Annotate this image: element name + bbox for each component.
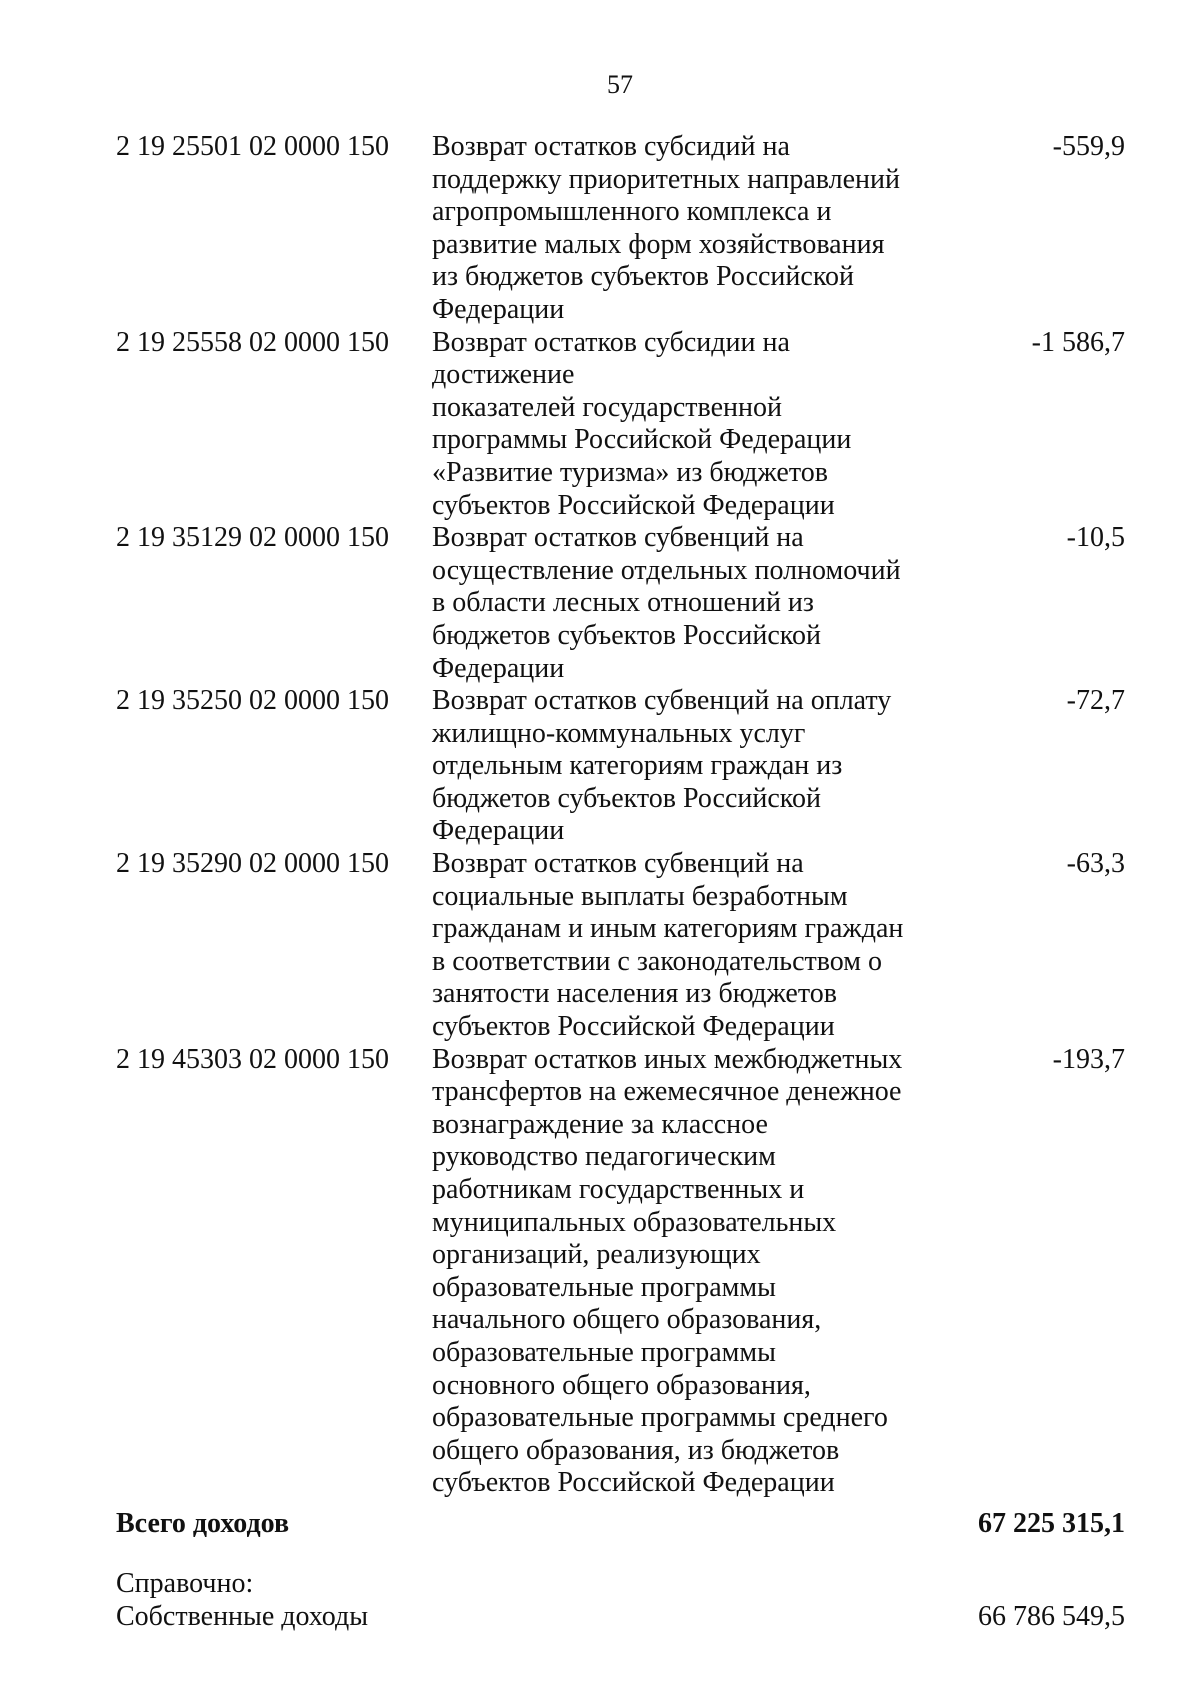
income-description [432,685,932,848]
description-line: отдельным категориям граждан из [432,750,843,782]
description-line: руководство педагогическим [432,1141,776,1173]
description-line: Возврат остатков субвенций на [432,522,804,554]
description-line: общего образования, из бюджетов [432,1434,840,1466]
income-code: 2 19 45303 02 0000 150 [116,1043,389,1075]
description-line: агропромышленного комплекса и [432,196,832,228]
table-row [0,685,1200,848]
description-line: жилищно-коммунальных услуг [432,717,806,749]
description-line: Возврат остатков субсидий на [432,131,790,162]
own-income-value: 66 786 549,5 [978,1601,1125,1632]
income-code: 2 19 35250 02 0000 150 [116,685,389,717]
description-line: трансфертов на ежемесячное денежное [432,1076,902,1108]
table-row [0,327,1200,523]
income-amount: -559,9 [1052,131,1125,162]
description-line: муниципальных образовательных [432,1206,837,1238]
description-line: работникам государственных и [432,1174,805,1205]
description-line: «Развитие туризма» из бюджетов [432,456,828,488]
description-line: субъектов Российской Федерации [432,1011,835,1043]
income-amount: -1 586,7 [1031,326,1125,358]
income-description [432,522,932,685]
income-description [432,131,932,327]
description-line: Федерации [432,293,565,325]
total-income-value: 67 225 315,1 [978,1508,1125,1539]
description-line: социальные выплаты безработным [432,880,848,912]
description-line: Возврат остатков субсидии на [432,326,790,358]
description-line: достижение [432,359,575,391]
description-line: показателей государственной [432,391,782,423]
income-description [432,327,932,523]
description-line: образовательные программы среднего [432,1402,888,1434]
description-line: из бюджетов субъектов Российской [432,261,854,293]
description-line: гражданам и иным категориям граждан [432,913,904,945]
description-line: бюджетов субъектов Российской [432,619,821,651]
description-line: в соответствии с законодательством о [432,945,882,977]
income-code: 2 19 35290 02 0000 150 [116,848,389,880]
table-row [0,1044,1200,1500]
description-line: развитие малых форм хозяйствования [432,228,885,260]
description-line: образовательные программы [432,1271,776,1303]
description-line: Возврат остатков субвенций на оплату [432,685,892,717]
total-income-label: Всего доходов [116,1508,290,1539]
description-line: субъектов Российской Федерации [432,1467,835,1499]
income-code: 2 19 25501 02 0000 150 [116,131,389,162]
income-amount: -63,3 [1066,848,1125,880]
income-code: 2 19 25558 02 0000 150 [116,326,389,358]
description-line: Федерации [432,815,565,847]
description-line: вознаграждение за классное [432,1108,768,1140]
income-table [0,131,1200,1500]
income-description [432,848,932,1044]
table-row [0,522,1200,685]
reference-label: Справочно: [116,1568,254,1599]
description-line: начального общего образования, [432,1304,822,1336]
description-line: организаций, реализующих [432,1239,761,1271]
description-line: основного общего образования, [432,1369,811,1401]
description-line: образовательные программы [432,1336,776,1368]
description-line: в области лесных отношений из [432,587,814,619]
description-line: Возврат остатков субвенций на [432,848,804,880]
description-line: осуществление отдельных полномочий [432,554,901,586]
description-line: Федерации [432,652,565,684]
income-code: 2 19 35129 02 0000 150 [116,522,389,554]
description-line: бюджетов субъектов Российской [432,782,821,814]
description-line: субъектов Российской Федерации [432,489,835,521]
description-line: Возврат остатков иных межбюджетных [432,1043,903,1075]
income-amount: -10,5 [1066,522,1125,554]
income-amount: -193,7 [1052,1043,1125,1075]
description-line: занятости населения из бюджетов [432,978,837,1010]
description-line: программы Российской Федерации [432,424,852,456]
page-number: 57 [607,70,633,99]
description-line: поддержку приоритетных направлений [432,163,900,195]
own-income-label: Собственные доходы [116,1601,369,1632]
table-row [0,131,1200,327]
income-amount: -72,7 [1066,685,1125,717]
income-description [432,1044,932,1500]
table-row [0,848,1200,1044]
